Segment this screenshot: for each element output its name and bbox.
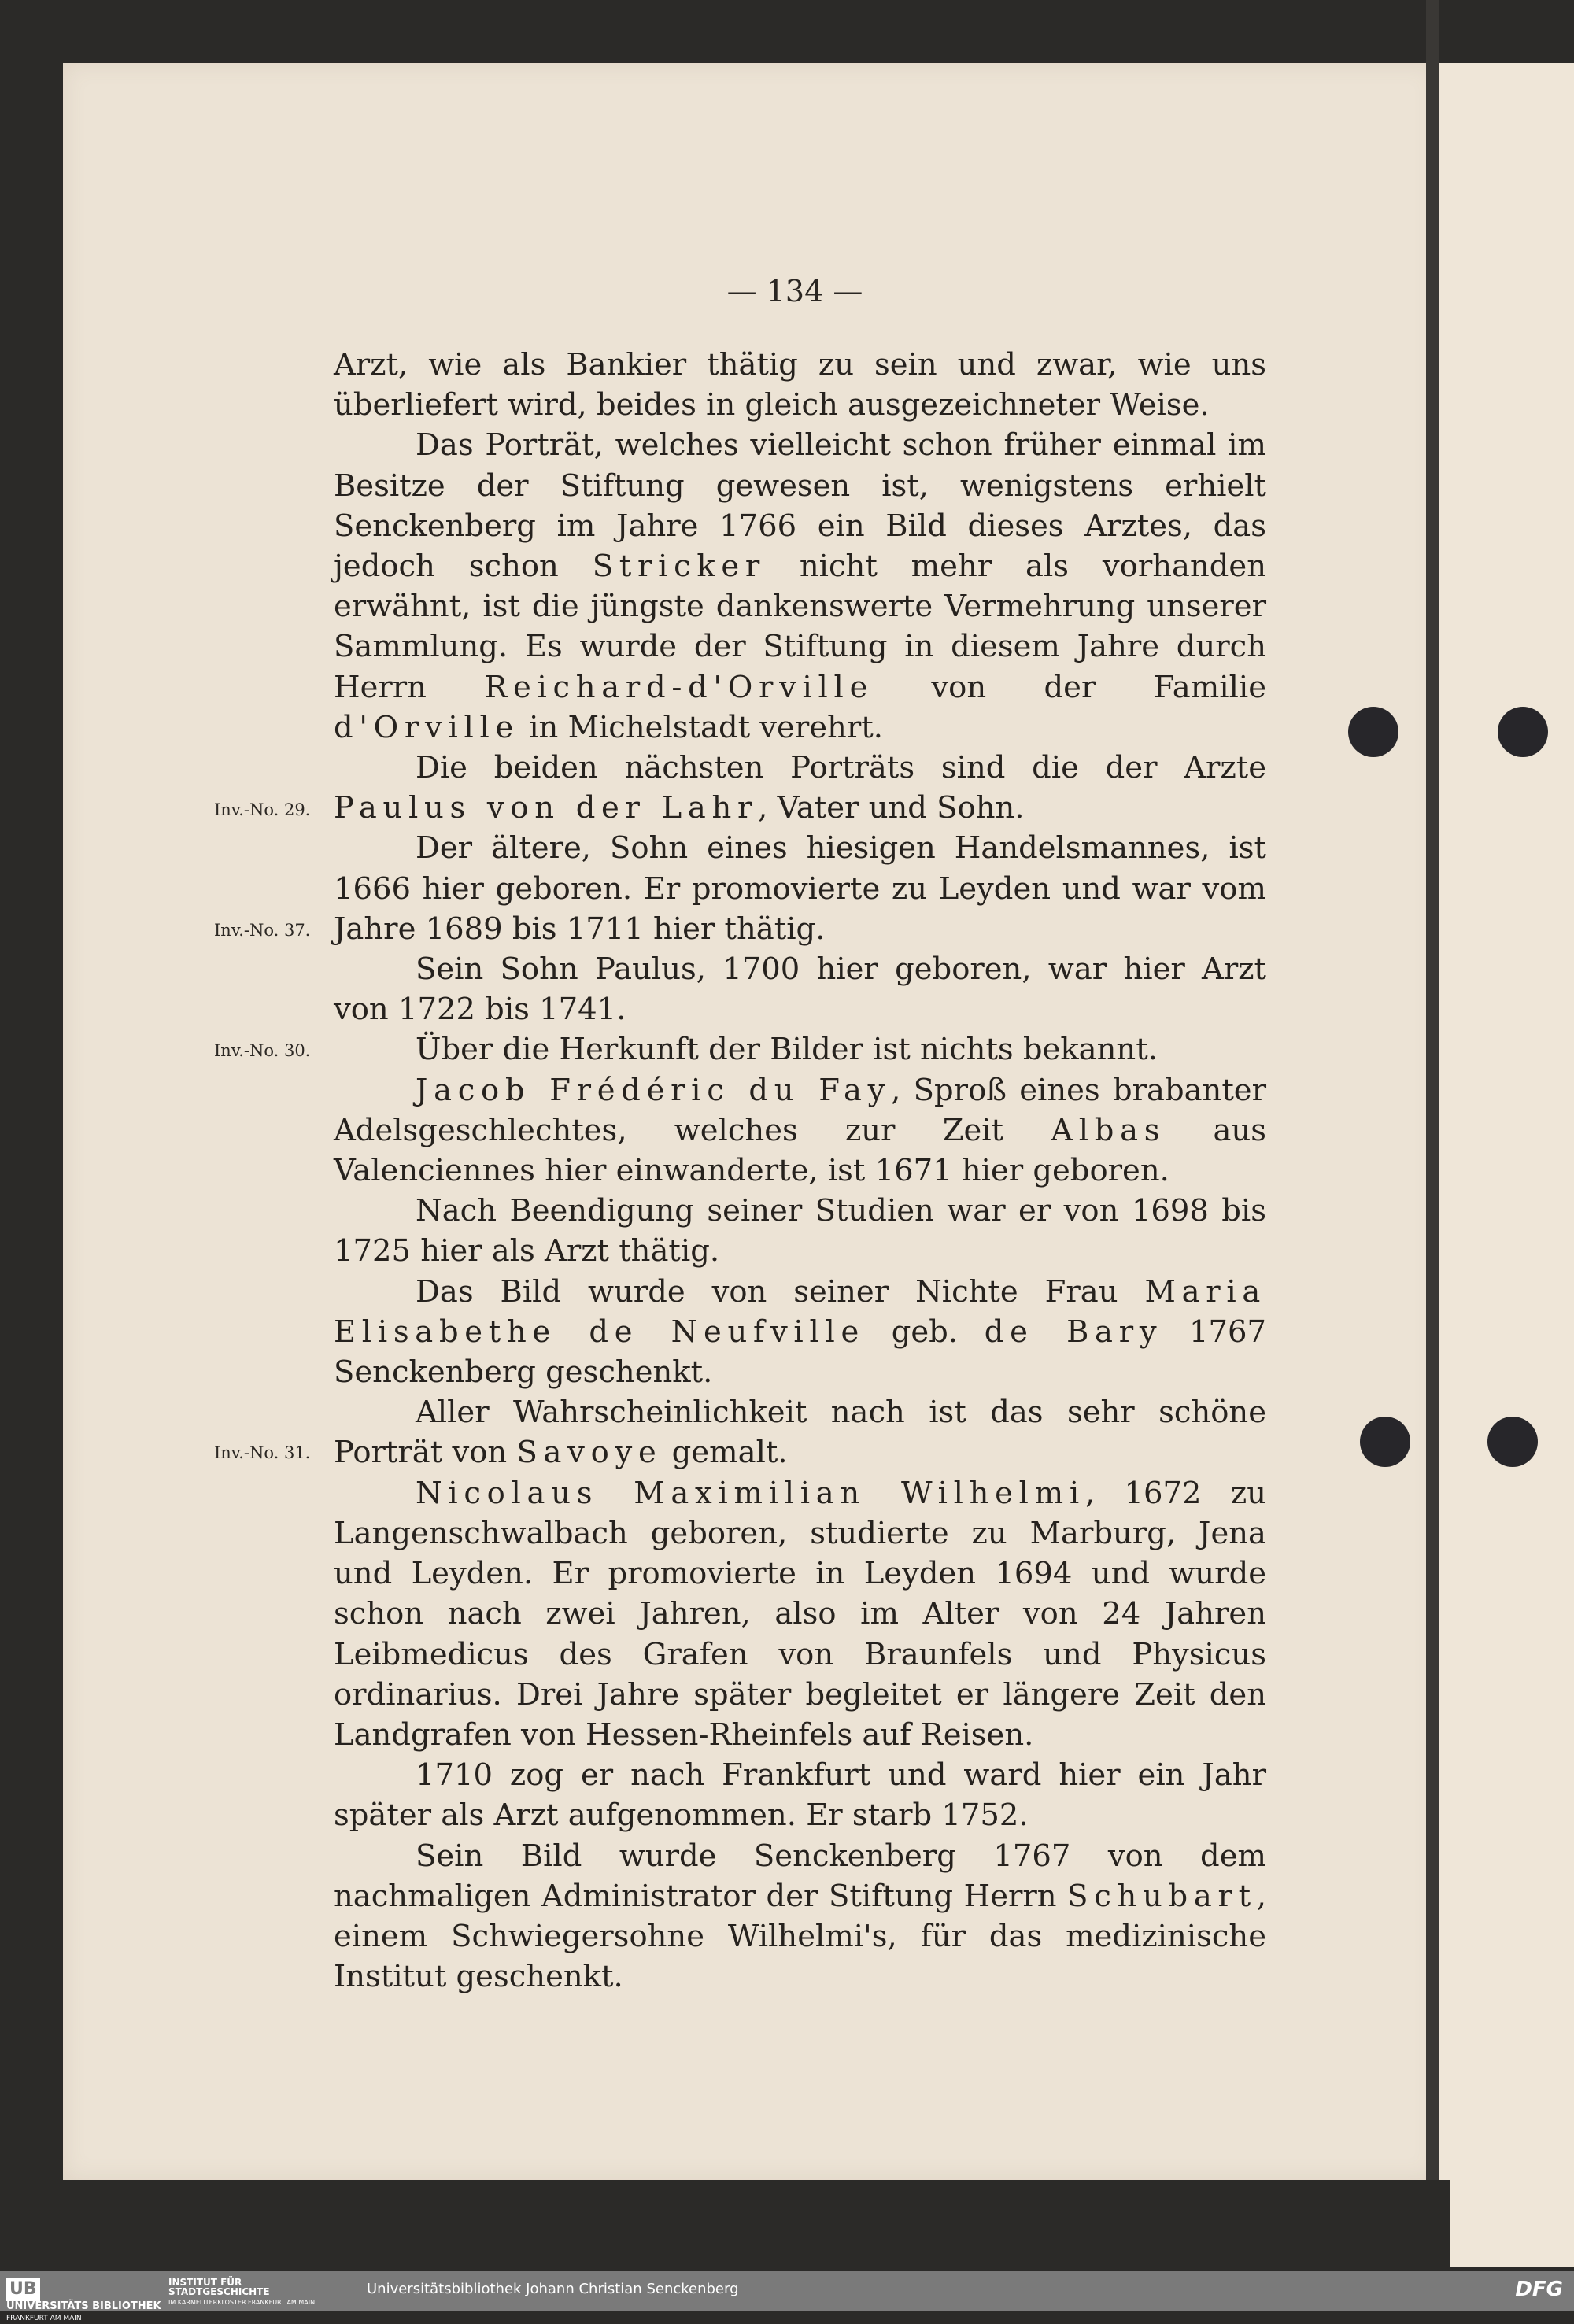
paragraph [334, 1755, 1266, 1835]
spaced-name: d'Orville [334, 709, 519, 745]
spaced-name: Schubart [1067, 1878, 1257, 1914]
text-run: , Vater und Sohn. [758, 790, 1025, 826]
text-run: Das Bild wurde von seiner Nichte Frau [416, 1273, 1145, 1310]
text-run: nicht mehr als vorhanden erwähnt, ist die jüngste dankenswerte Vermehrung unserer Sammlung. Es wurde der Stiftung in diesem Jahre durch Herrn [334, 549, 1266, 705]
punch-hole [1360, 1417, 1410, 1467]
paragraph [334, 748, 1266, 828]
ub-logo: UBUNIVERSITÄTS BIBLIOTHEK FRANKFURT AM MAIN [6, 2279, 161, 2322]
paragraph [334, 345, 1266, 425]
paragraph [334, 1070, 1266, 1192]
text-run: Das Porträt, welches vielleicht schon früher einmal im Besitze der Stiftung gewesen ist, wenigstens erhielt Senckenberg im Jahre 1766 ein Bild dieses Arztes, das jedoch schon [334, 427, 1266, 585]
spaced-name: de Bary [984, 1313, 1163, 1350]
text-run: aus Valenciennes hier einwanderte, ist 1671 hier geboren. [334, 1112, 1266, 1189]
margin-note: Inv.-No. 37. [214, 921, 311, 940]
text-run: 1710 zog er nach Frankfurt und ward hier ein Jahr später als Arzt aufgenommen. Er starb 1752. [334, 1757, 1266, 1834]
footer-bar [0, 2271, 1574, 2322]
spaced-name: Nicolaus Maximilian Wilhelmi [416, 1475, 1085, 1511]
text-run: Arzt, wie als Bankier thätig zu sein und zwar, wie uns überliefert wird, beides in gleich ausgezeichneter Weise. [334, 347, 1266, 423]
spaced-name: Jacob Frédéric du Fay [416, 1072, 892, 1108]
margin-note: Inv.-No. 29. [214, 800, 311, 819]
text-run: , 1672 zu Langenschwalbach geboren, studierte zu Marburg, Jena und Leyden. Er promovierte in Leyden 1694 und wurde schon nach zwei Jahren, also im Alter von 24 Jahren Leibmedicus des Grafen von Braunfels und Physicus ordinarius. Drei Jahre später begleitet er längere Zeit den Landgrafen von Hessen-Rheinfels auf Reisen. [334, 1475, 1266, 1753]
text-run: , Sproß eines brabanter Adelsgeschlechtes, welches zur Zeit [334, 1072, 1266, 1148]
paragraph [334, 1392, 1266, 1472]
text-run: Sein Sohn Paulus, 1700 hier geboren, war hier Arzt von 1722 bis 1741. [334, 951, 1266, 1028]
dfg-logo: DFG [1515, 2278, 1563, 2301]
body-text [334, 345, 1266, 1997]
text-run: geb. [864, 1313, 985, 1350]
text-run: Sein Bild wurde Senckenberg 1767 von dem nachmaligen Administrator der Stiftung Herrn [334, 1838, 1266, 1914]
margin-note: Inv.-No. 31. [214, 1443, 311, 1462]
text-run: Aller Wahrscheinlichkeit nach ist das sehr schöne Porträt von [334, 1395, 1266, 1471]
page-gutter-bottom [1426, 2180, 1450, 2274]
institute-logo: INSTITUT FÜR STADTGESCHICHTE IM KARMELITERKLOSTER FRANKFURT AM MAIN [168, 2277, 316, 2306]
scan-background-top [0, 0, 1574, 63]
spaced-name: Maria Elisabethe de Neufville [334, 1273, 1266, 1350]
text-run: , einem Schwiegersohne Wilhelmi's, für das medizinische Institut geschenkt. [334, 1878, 1266, 1995]
punch-hole [1348, 707, 1398, 757]
punch-hole [1498, 707, 1548, 757]
paragraph [334, 1473, 1266, 1755]
spaced-name: Albas [1051, 1112, 1166, 1148]
spaced-name: Savoye [516, 1435, 663, 1471]
text-run: Über die Herkunft der Bilder ist nichts bekannt. [416, 1032, 1158, 1068]
punch-hole [1487, 1417, 1538, 1467]
spaced-name: Stricker [592, 549, 766, 585]
text-run: Nach Beendigung seiner Studien war er von 1698 bis 1725 hier als Arzt thätig. [334, 1193, 1266, 1269]
paragraph [334, 1191, 1266, 1271]
text-run: in Michelstadt verehrt. [519, 709, 883, 745]
paragraph [334, 1029, 1266, 1070]
text-run: Der ältere, Sohn eines hiesigen Handelsmannes, ist 1666 hier geboren. Er promovierte zu Leyden und war vom Jahre 1689 bis 1711 hier thätig. [334, 830, 1266, 947]
library-name: Universitätsbibliothek Johann Christian Senckenberg [367, 2281, 739, 2297]
page-gutter [1426, 0, 1439, 2282]
text-run: Die beiden nächsten Porträts sind die der Arzte [416, 750, 1266, 786]
paragraph [334, 425, 1266, 748]
spaced-name: Paulus von der Lahr [334, 790, 759, 826]
spaced-name: Reichard-d'Orville [484, 669, 874, 705]
text-run: von der Familie [874, 669, 1266, 705]
margin-note: Inv.-No. 30. [214, 1041, 311, 1060]
paragraph [334, 949, 1266, 1029]
text-run: 1767 Senckenberg geschenkt. [334, 1313, 1266, 1391]
text-run: gemalt. [662, 1435, 788, 1471]
paragraph [334, 1272, 1266, 1393]
paragraph [334, 1836, 1266, 1997]
facing-page-edge [1436, 63, 1574, 2267]
page-number: — 134 — [726, 274, 863, 309]
paragraph [334, 828, 1266, 949]
